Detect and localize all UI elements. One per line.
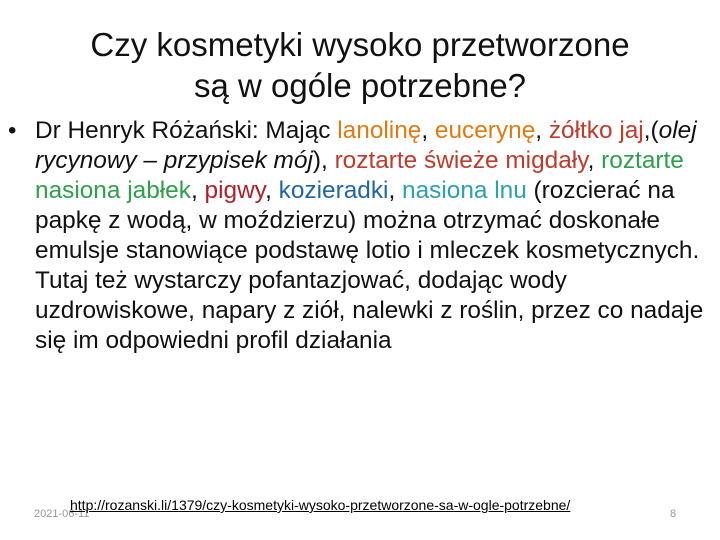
bullet-list xyxy=(8,116,708,356)
separator: , xyxy=(190,177,205,204)
separator: , xyxy=(421,117,435,144)
ingredient-flax: nasiona lnu xyxy=(402,177,527,204)
text-intro: Dr Henryk Różański: Mając xyxy=(35,117,338,144)
separator: ), xyxy=(312,147,335,174)
ingredient-quince: pigwy xyxy=(204,177,266,204)
ingredient-egg-yolk: żółtko jaj xyxy=(548,117,644,144)
bullet-icon: • xyxy=(8,117,17,144)
ingredient-lanoline: lanolinę xyxy=(337,117,422,144)
separator: , xyxy=(587,147,602,174)
ingredient-almonds: roztarte świeże migdały xyxy=(334,147,588,174)
ingredient-eucerine: eucerynę xyxy=(434,117,536,144)
ingredient-apple-seeds: roztarte nasiona jabłek xyxy=(35,147,684,204)
title-line-1: Czy kosmetyki wysoko przetworzone xyxy=(90,26,630,63)
separator: , xyxy=(388,177,403,204)
bullet-item xyxy=(8,116,708,356)
bullet-text xyxy=(35,116,708,356)
ingredient-fenugreek: kozieradki xyxy=(278,177,389,204)
separator: ,( xyxy=(643,117,659,144)
footer-date: 2021-06-11 xyxy=(34,508,90,520)
author-note: olej rycynowy – przypisek mój xyxy=(35,117,697,174)
page-number: 8 xyxy=(670,508,677,520)
separator: , xyxy=(535,117,549,144)
text-body: (rozcierać na papkę z wodą, w moździerzu) można otrzymać doskonałe emulsje stanowiące podstawę lotio i mleczek kosmetycznych. Tutaj też wystarczy pofantazjować, dodając wody uzdrowiskowe, napary z ziół, nalewki z roślin, przez co nadaje się im odpowiedni profil działania xyxy=(35,177,704,354)
source-link[interactable]: http://rozanski.li/1379/czy-kosmetyki-wysoko-przetworzone-sa-w-ogle-potrzebne/ xyxy=(70,497,571,513)
separator: , xyxy=(265,177,279,204)
title-line-2: są w ogóle potrzebne? xyxy=(193,67,527,104)
slide-title xyxy=(40,24,680,106)
